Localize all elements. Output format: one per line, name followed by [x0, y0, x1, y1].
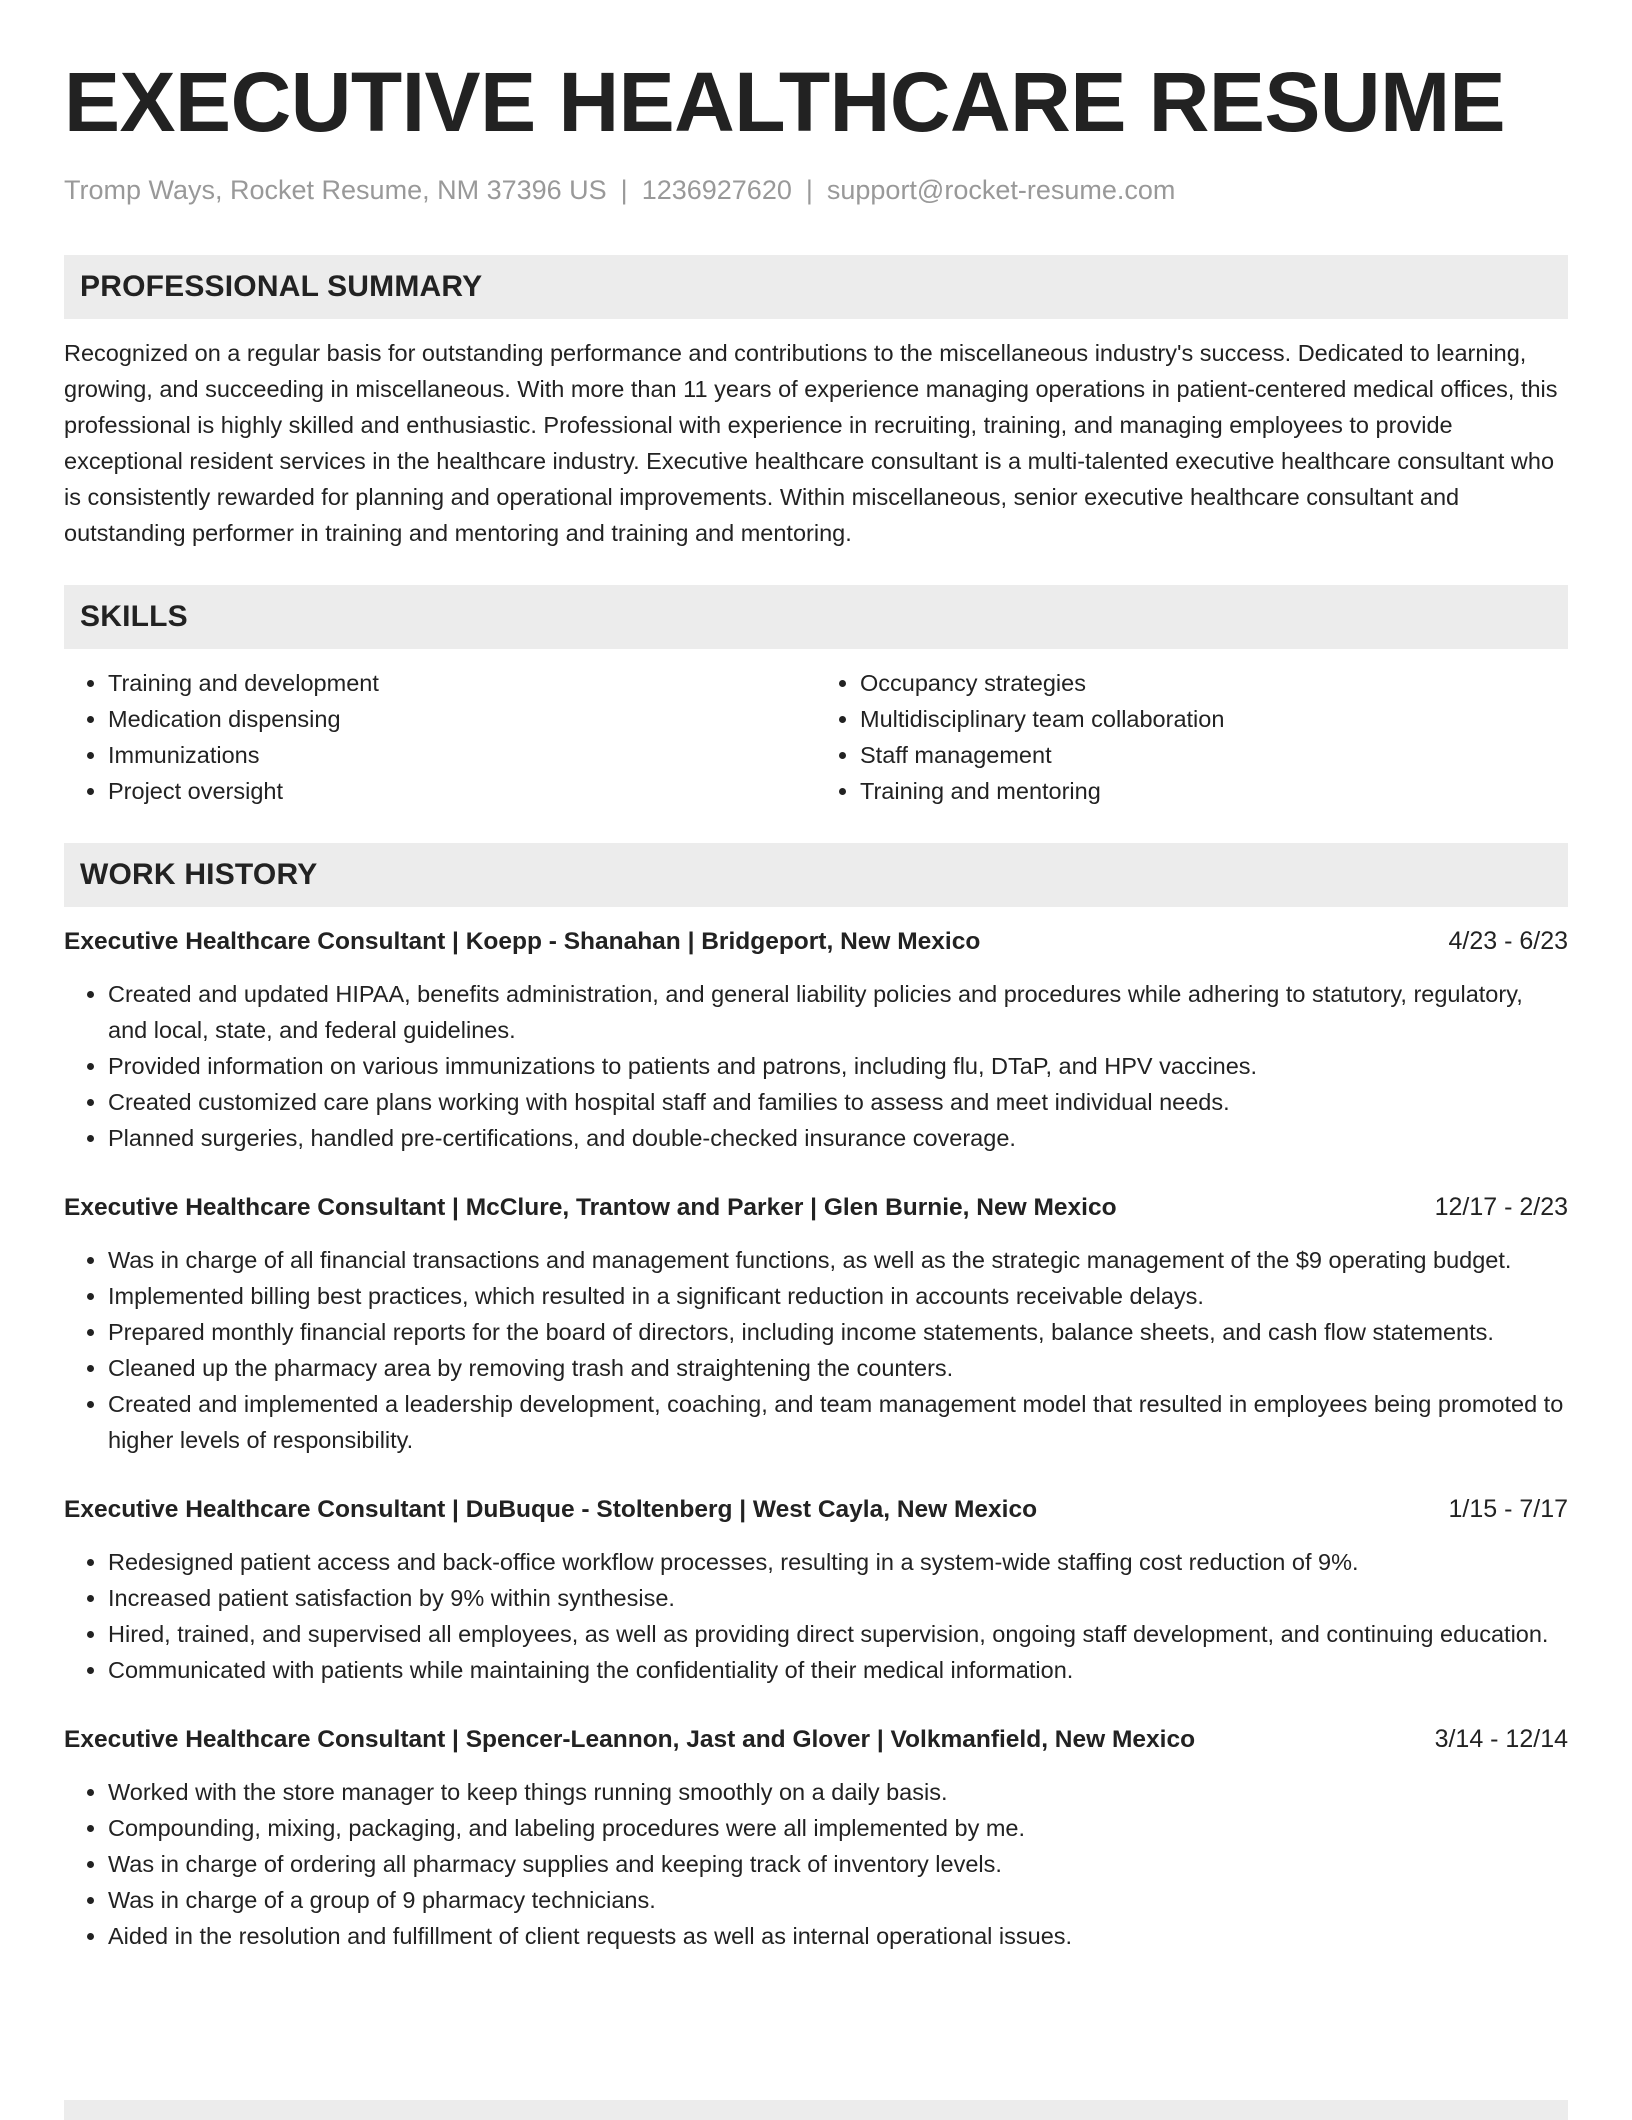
job-bullet: • Compounding, mixing, packaging, and labeling procedures were all implemented by me. [108, 1810, 1568, 1846]
job-header [64, 1721, 1568, 1758]
job-entry [64, 1491, 1568, 1688]
job-bullet: • Implemented billing best practices, which resulted in a significant reduction in accounts receivable delays. [108, 1278, 1568, 1314]
contact-separator: | [620, 175, 628, 205]
job-bullet: • Created and implemented a leadership development, coaching, and team management model that resulted in employees being promoted to higher levels of responsibility. [108, 1386, 1568, 1458]
job-bullet: • Prepared monthly financial reports for the board of directors, including income statements, balance sheets, and cash flow statements. [108, 1314, 1568, 1350]
skill-item: • Training and development [108, 665, 816, 701]
job-header [64, 923, 1568, 960]
job-title: Executive Healthcare Consultant | Koepp - Shanahan | Bridgeport, New Mexico [64, 928, 981, 955]
job-bullet: • Worked with the store manager to keep things running smoothly on a daily basis. [108, 1774, 1568, 1810]
job-dates: 12/17 - 2/23 [1434, 1193, 1568, 1221]
job-title: Executive Healthcare Consultant | McClure, Trantow and Parker | Glen Burnie, New Mexico [64, 1194, 1117, 1221]
section-title-skills: SKILLS [80, 600, 188, 633]
contact-separator: | [805, 175, 813, 205]
section-header-summary [64, 255, 1568, 319]
section-title-summary: PROFESSIONAL SUMMARY [80, 270, 483, 303]
summary-text: Recognized on a regular basis for outstanding performance and contributions to the miscellaneous industry's success. Dedicated to learning, growing, and succeeding in miscellaneous. With more than 11 years of experience managing operations in patient-centered medical offices, this professional is highly skilled and enthusiastic. Professional with experience in recruiting, training, and managing employees to provide exceptional resident services in the healthcare industry. Executive healthcare consultant is a multi-talented executive healthcare consultant who is consistently rewarded for planning and operational improvements. Within miscellaneous, senior executive healthcare consultant and outstanding performer in training and mentoring and training and mentoring. [64, 340, 1558, 546]
section-header-skills [64, 585, 1568, 649]
job-bullet: • Was in charge of ordering all pharmacy supplies and keeping track of inventory levels. [108, 1846, 1568, 1882]
contact-phone: 1236927620 [641, 175, 792, 205]
job-bullets [64, 976, 1568, 1156]
job-bullet: • Was in charge of all financial transactions and management functions, as well as the strategic management of the $9 operating budget. [108, 1242, 1568, 1278]
skill-item: • Occupancy strategies [860, 665, 1568, 701]
job-header [64, 1189, 1568, 1226]
next-section-header-partial [64, 2100, 1568, 2120]
skill-item: • Immunizations [108, 737, 816, 773]
job-bullets [64, 1242, 1568, 1458]
skill-item: • Multidisciplinary team collaboration [860, 701, 1568, 737]
skill-item: • Medication dispensing [108, 701, 816, 737]
skill-item: • Training and mentoring [860, 773, 1568, 809]
job-bullet: • Was in charge of a group of 9 pharmacy technicians. [108, 1882, 1568, 1918]
job-bullet: • Created customized care plans working with hospital staff and families to assess and meet individual needs. [108, 1084, 1568, 1120]
job-title: Executive Healthcare Consultant | DuBuque - Stoltenberg | West Cayla, New Mexico [64, 1496, 1038, 1523]
job-bullet: • Planned surgeries, handled pre-certifications, and double-checked insurance coverage. [108, 1120, 1568, 1156]
job-title: Executive Healthcare Consultant | Spencer-Leannon, Jast and Glover | Volkmanfield, New Mexico [64, 1726, 1196, 1753]
job-bullet: • Increased patient satisfaction by 9% within synthesise. [108, 1580, 1568, 1616]
contact-line [64, 174, 1568, 206]
job-dates: 1/15 - 7/17 [1448, 1495, 1568, 1523]
contact-address: Tromp Ways, Rocket Resume, NM 37396 US [64, 175, 607, 205]
job-bullet: • Created and updated HIPAA, benefits administration, and general liability policies and procedures while adhering to statutory, regulatory, and local, state, and federal guidelines. [108, 976, 1568, 1048]
job-bullet: • Provided information on various immunizations to patients and patrons, including flu, DTaP, and HPV vaccines. [108, 1048, 1568, 1084]
job-dates: 3/14 - 12/14 [1434, 1725, 1568, 1753]
section-header-work-history [64, 843, 1568, 907]
job-dates: 4/23 - 6/23 [1448, 927, 1568, 955]
job-bullet: • Redesigned patient access and back-office workflow processes, resulting in a system-wide staffing cost reduction of 9%. [108, 1544, 1568, 1580]
contact-email: support@rocket-resume.com [826, 175, 1176, 205]
skills-column-right [816, 665, 1568, 809]
job-header [64, 1491, 1568, 1528]
resume-title: EXECUTIVE HEALTHCARE RESUME [64, 55, 1506, 149]
section-title-work-history: WORK HISTORY [80, 858, 318, 891]
job-entry [64, 1189, 1568, 1458]
job-bullet: • Hired, trained, and supervised all employees, as well as providing direct supervision, ongoing staff development, and continuing education. [108, 1616, 1568, 1652]
job-bullets [64, 1544, 1568, 1688]
job-bullets [64, 1774, 1568, 1954]
job-entry [64, 1721, 1568, 1954]
job-entry [64, 923, 1568, 1156]
job-bullet: • Cleaned up the pharmacy area by removing trash and straightening the counters. [108, 1350, 1568, 1386]
skills-column-left [64, 665, 816, 809]
job-bullet: • Communicated with patients while maintaining the confidentiality of their medical information. [108, 1652, 1568, 1688]
skills-list [64, 665, 1568, 809]
skill-item: • Project oversight [108, 773, 816, 809]
job-bullet: • Aided in the resolution and fulfillment of client requests as well as internal operational issues. [108, 1918, 1568, 1954]
skill-item: • Staff management [860, 737, 1568, 773]
